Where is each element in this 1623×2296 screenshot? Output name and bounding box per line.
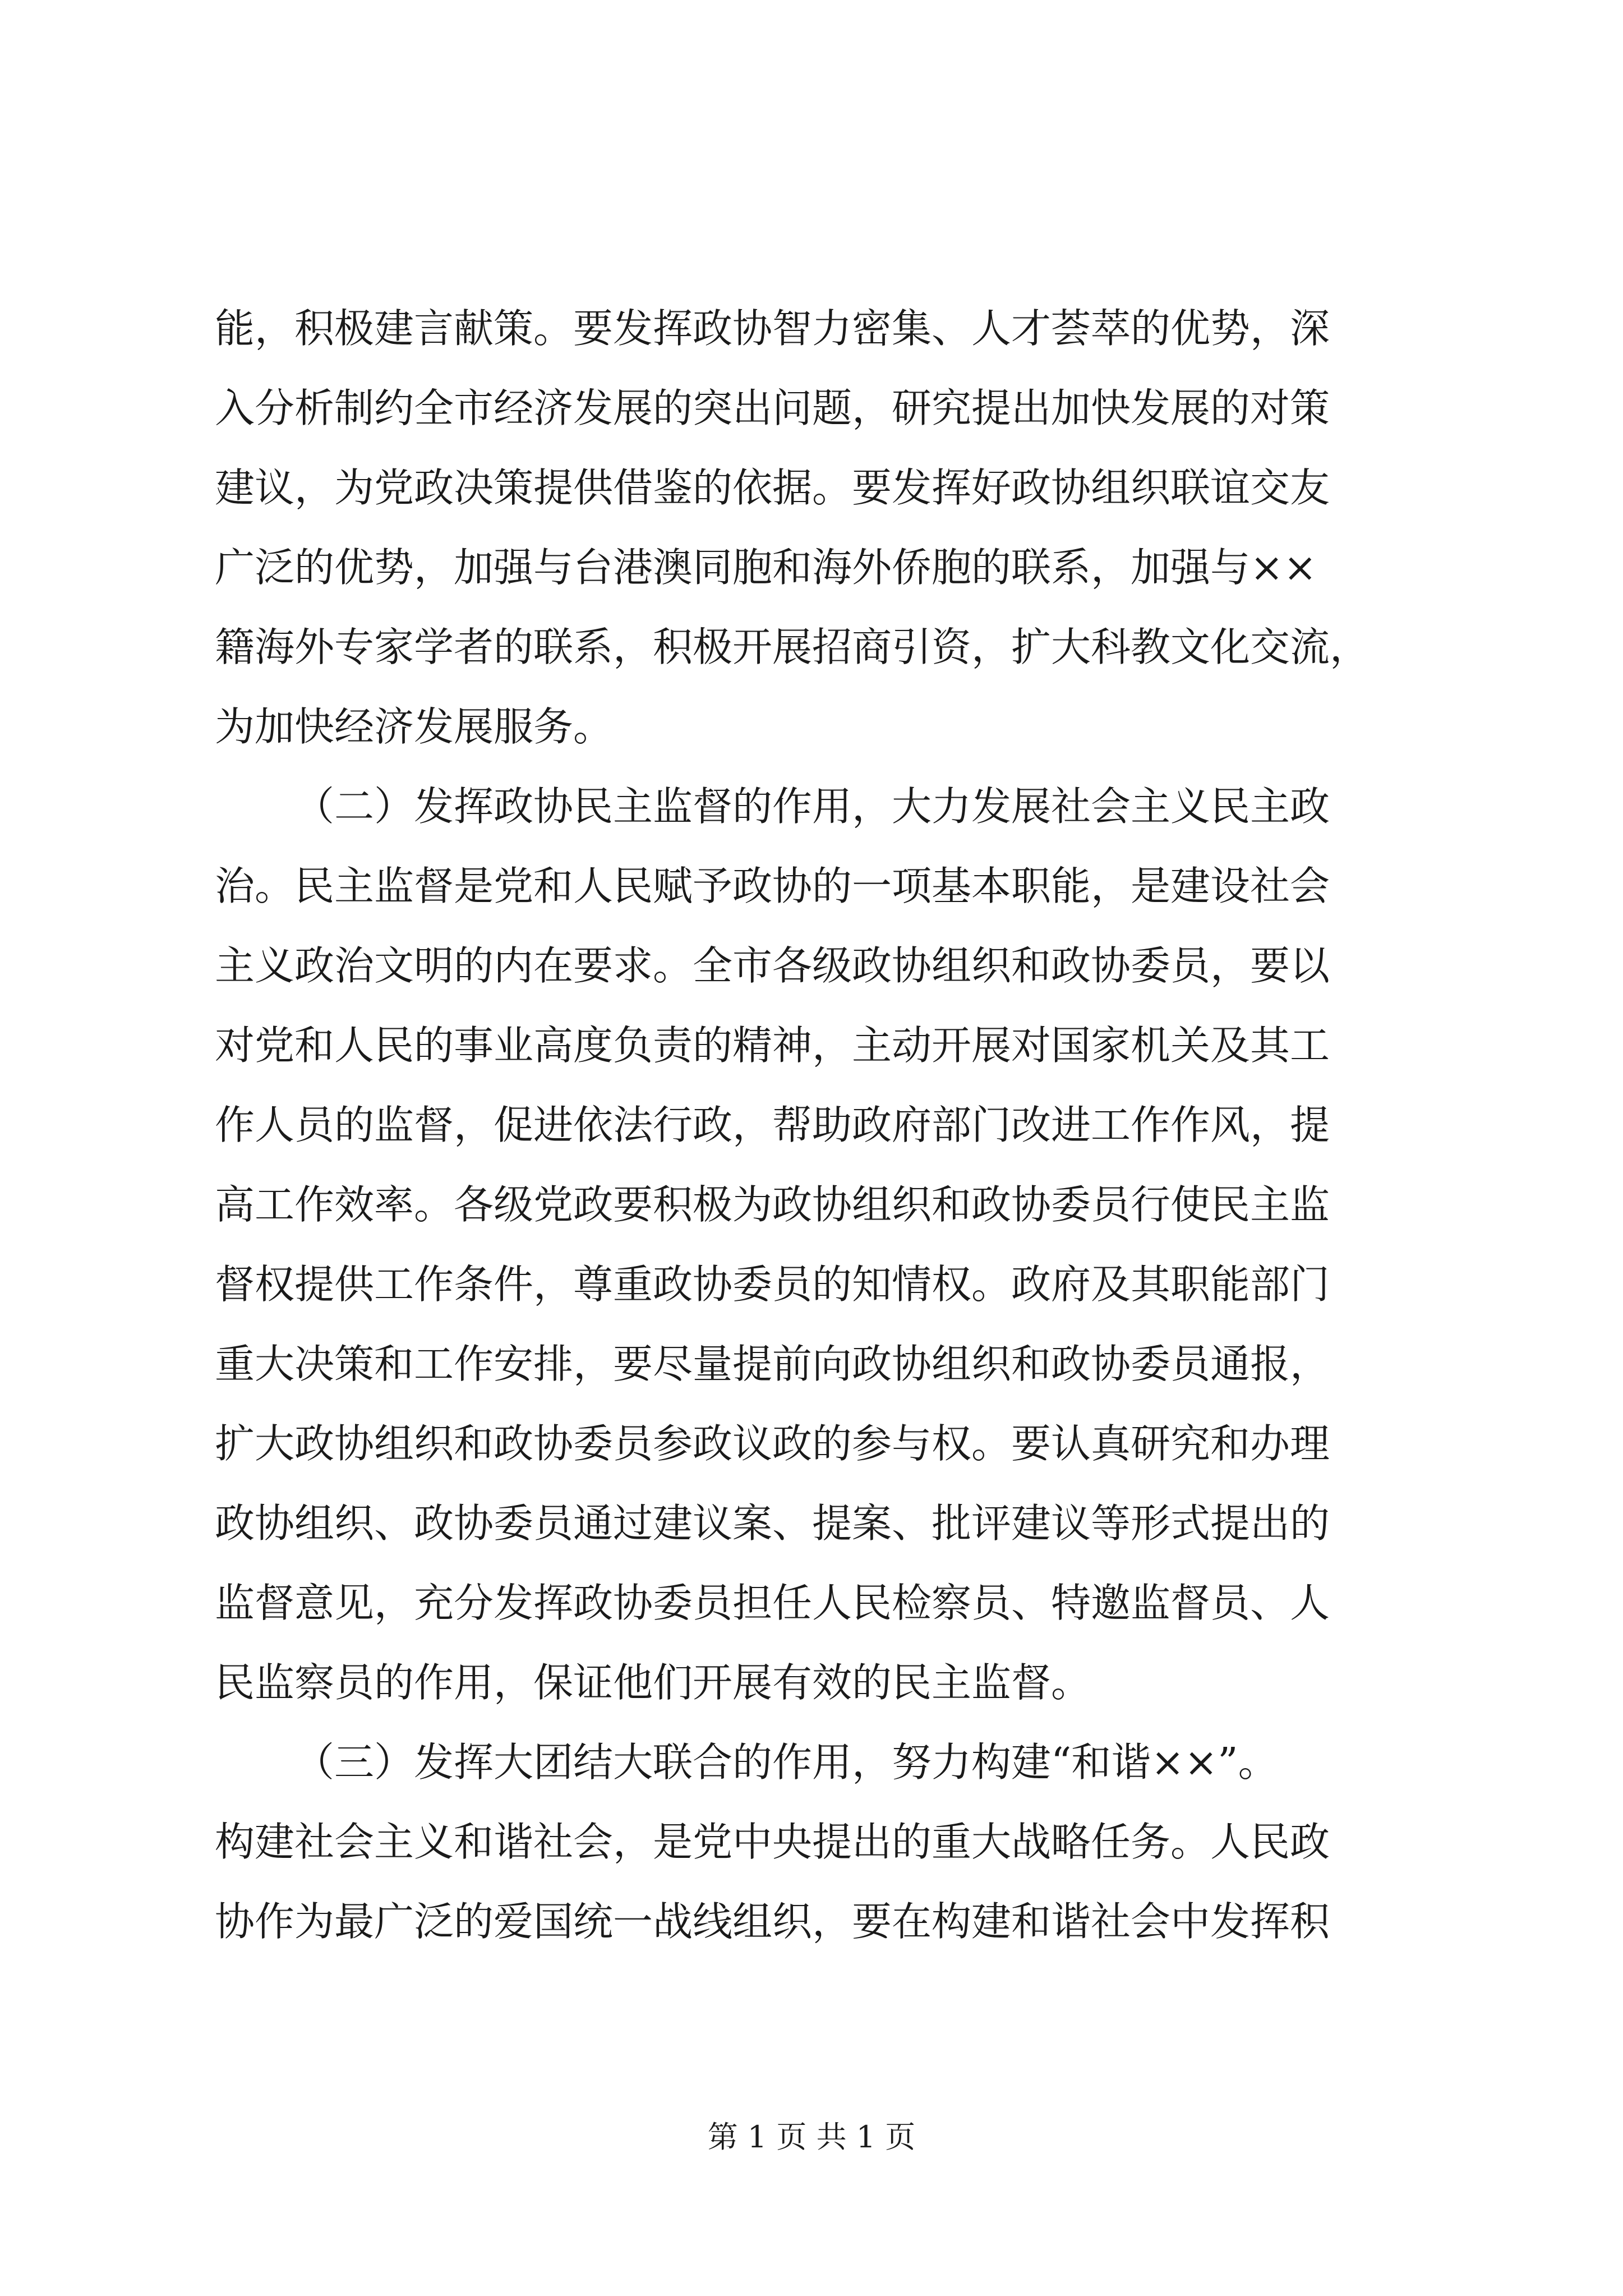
text-line: 治。民主监督是党和人民赋予政协的一项基本职能，是建设社会 — [215, 863, 1330, 909]
paragraph-start-line: （二）发挥政协民主监督的作用，大力发展社会主义民主政 — [294, 783, 1330, 830]
text-line: 对党和人民的事业高度负责的精神，主动开展对国家机关及其工 — [215, 1022, 1330, 1069]
text-line: 高工作效率。各级党政要积极为政协组织和政协委员行使民主监 — [215, 1181, 1330, 1228]
paragraph-start-line: （三）发挥大团结大联合的作用，努力构建“和谐××”。 — [294, 1739, 1278, 1786]
text-line: 为加快经济发展服务。 — [215, 703, 614, 750]
text-line: 能，积极建言献策。要发挥政协智力密集、人才荟萃的优势，深 — [215, 305, 1330, 352]
page-footer: 第 1 页 共 1 页 — [707, 2119, 916, 2155]
text-line: 广泛的优势，加强与台港澳同胞和海外侨胞的联系，加强与×× — [215, 544, 1317, 591]
text-line: 建议，为党政决策提供借鉴的依据。要发挥好政协组织联谊交友 — [215, 464, 1330, 511]
text-line: 协作为最广泛的爱国统一战线组织，要在构建和谐社会中发挥积 — [215, 1898, 1330, 1945]
text-line: 监督意见，充分发挥政协委员担任人民检察员、特邀监督员、人 — [215, 1580, 1330, 1626]
text-line: 籍海外专家学者的联系，积极开展招商引资，扩大科教文化交流， — [215, 624, 1370, 670]
text-line: 重大决策和工作安排，要尽量提前向政协组织和政协委员通报， — [215, 1341, 1330, 1387]
body-text — [215, 289, 1409, 1962]
text-line: 作人员的监督，促进依法行政，帮助政府部门改进工作作风，提 — [215, 1102, 1330, 1148]
text-line: 主义政治文明的内在要求。全市各级政协组织和政协委员，要以 — [215, 942, 1330, 989]
text-line: 入分析制约全市经济发展的突出问题，研究提出加快发展的对策 — [215, 385, 1330, 431]
text-line: 政协组织、政协委员通过建议案、提案、批评建议等形式提出的 — [215, 1500, 1330, 1547]
text-line: 构建社会主义和谐社会，是党中央提出的重大战略任务。人民政 — [215, 1819, 1330, 1865]
text-line: 民监察员的作用，保证他们开展有效的民主监督。 — [215, 1659, 1091, 1706]
text-line: 扩大政协组织和政协委员参政议政的参与权。要认真研究和办理 — [215, 1420, 1330, 1467]
text-line: 督权提供工作条件，尊重政协委员的知情权。政府及其职能部门 — [215, 1261, 1330, 1308]
